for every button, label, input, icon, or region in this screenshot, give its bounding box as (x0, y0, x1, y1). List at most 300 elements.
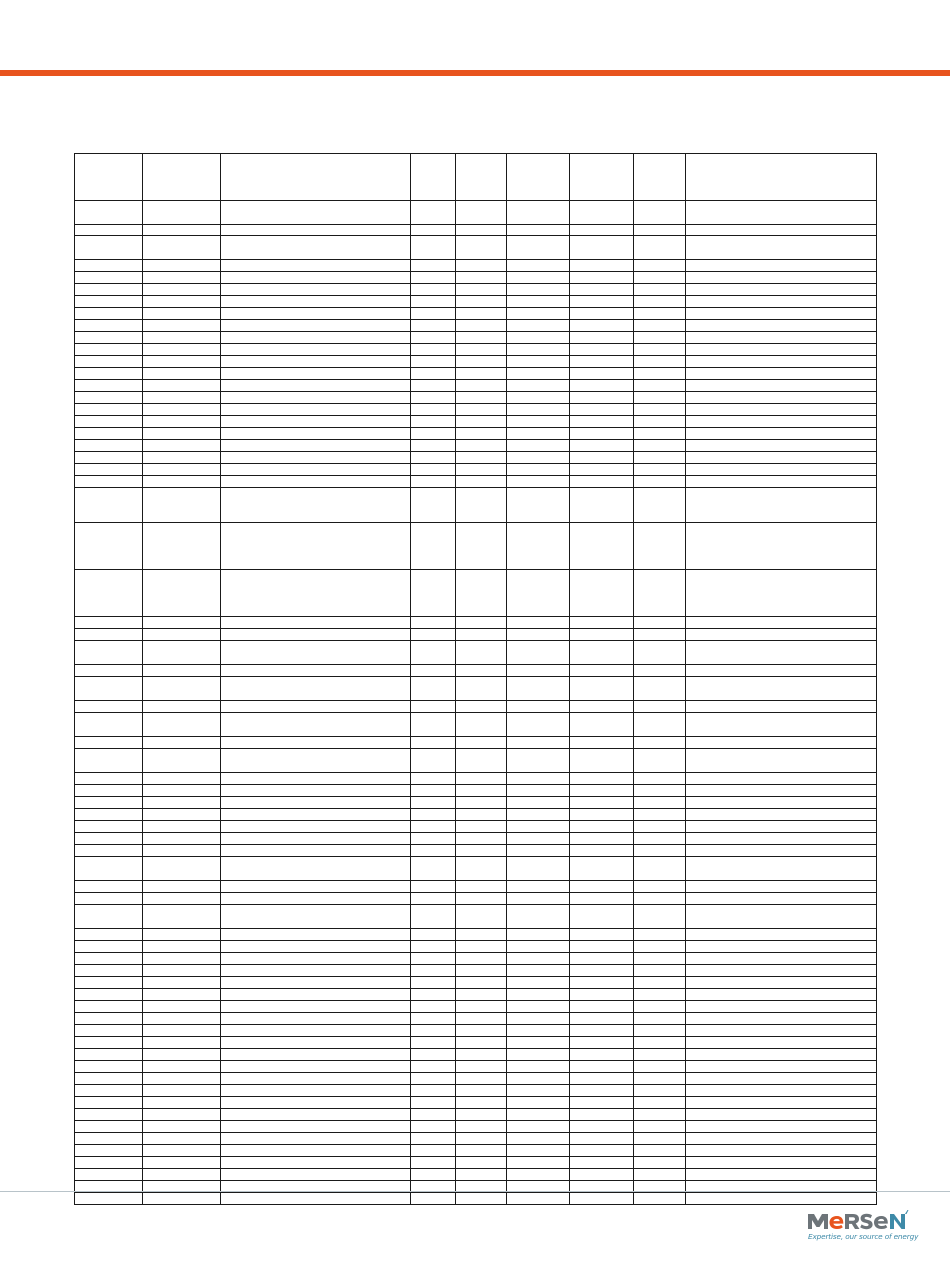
table-cell (75, 392, 143, 404)
table-row (75, 941, 877, 953)
table-cell (570, 1097, 634, 1109)
table-cell (686, 965, 877, 977)
table-cell (411, 737, 456, 749)
table-cell (411, 881, 456, 893)
table-row (75, 749, 877, 773)
table-cell (75, 857, 143, 881)
table-cell (75, 1109, 143, 1121)
table-cell (456, 1097, 507, 1109)
table-cell (411, 797, 456, 809)
table-row (75, 1193, 877, 1205)
table-cell (507, 929, 570, 941)
table-row (75, 701, 877, 713)
table-row (75, 989, 877, 1001)
table-cell (75, 665, 143, 677)
table-cell (570, 953, 634, 965)
table-cell (507, 893, 570, 905)
table-cell (75, 1097, 143, 1109)
table-cell (686, 272, 877, 284)
table-cell (143, 809, 221, 821)
table-cell (570, 1025, 634, 1037)
table-cell (507, 368, 570, 380)
table-cell (221, 677, 411, 701)
table-cell (686, 749, 877, 773)
table-cell (221, 905, 411, 929)
table-cell (686, 1145, 877, 1157)
table-cell (507, 1121, 570, 1133)
table-cell (411, 428, 456, 440)
table-cell (456, 797, 507, 809)
table-cell (411, 989, 456, 1001)
table-cell (686, 368, 877, 380)
table-cell (456, 809, 507, 821)
table-cell (507, 989, 570, 1001)
table-cell (75, 965, 143, 977)
table-cell (411, 929, 456, 941)
table-cell (411, 1157, 456, 1169)
table-cell (686, 989, 877, 1001)
table-cell (143, 344, 221, 356)
table-cell (634, 296, 686, 308)
table-cell (411, 296, 456, 308)
table-cell (686, 296, 877, 308)
table-cell (634, 488, 686, 523)
table-cell (75, 428, 143, 440)
table-cell (507, 1025, 570, 1037)
table-cell (507, 641, 570, 665)
table-cell (634, 833, 686, 845)
table-cell (634, 332, 686, 344)
table-cell (75, 977, 143, 989)
table-cell (570, 1061, 634, 1073)
table-cell (507, 1097, 570, 1109)
table-cell (634, 1085, 686, 1097)
table-cell (686, 1193, 877, 1205)
table-cell (456, 857, 507, 881)
table-cell (221, 404, 411, 416)
table-cell (221, 356, 411, 368)
table-cell (686, 1025, 877, 1037)
table-cell (221, 641, 411, 665)
table-cell (411, 965, 456, 977)
table-cell (570, 965, 634, 977)
table-cell (634, 1061, 686, 1073)
table-cell (686, 570, 877, 617)
table-cell (75, 845, 143, 857)
table-cell (411, 1085, 456, 1097)
table-row (75, 1073, 877, 1085)
table-cell (143, 404, 221, 416)
table-cell (143, 953, 221, 965)
table-cell (507, 1109, 570, 1121)
table-cell (570, 737, 634, 749)
table-cell (634, 965, 686, 977)
table-cell (634, 201, 686, 225)
table-cell (686, 452, 877, 464)
table-cell (686, 260, 877, 272)
table-cell (456, 881, 507, 893)
table-cell (143, 701, 221, 713)
table-cell (456, 629, 507, 641)
table-cell (686, 356, 877, 368)
table-cell (221, 260, 411, 272)
table-row (75, 929, 877, 941)
table-cell (75, 1037, 143, 1049)
table-cell (507, 821, 570, 833)
table-cell (570, 1133, 634, 1145)
table-header-cell (143, 154, 221, 201)
table-cell (686, 905, 877, 929)
table-cell (456, 665, 507, 677)
table-cell (686, 617, 877, 629)
table-cell (456, 1037, 507, 1049)
table-cell (507, 953, 570, 965)
table-cell (634, 320, 686, 332)
table-cell (221, 1013, 411, 1025)
table-header-cell (686, 154, 877, 201)
footer-divider (0, 1191, 950, 1192)
table-row (75, 977, 877, 989)
table-cell (411, 1109, 456, 1121)
table-cell (221, 1085, 411, 1097)
table-cell (456, 1169, 507, 1181)
table-cell (75, 488, 143, 523)
table-cell (411, 1121, 456, 1133)
table-cell (686, 1157, 877, 1169)
table-row (75, 440, 877, 452)
table-cell (570, 380, 634, 392)
table-cell (75, 225, 143, 236)
table-cell (686, 941, 877, 953)
table-cell (570, 488, 634, 523)
table-cell (143, 1085, 221, 1097)
table-row (75, 665, 877, 677)
table-row (75, 1109, 877, 1121)
table-cell (570, 857, 634, 881)
table-cell (75, 296, 143, 308)
table-row (75, 893, 877, 905)
table-row (75, 833, 877, 845)
table-cell (507, 617, 570, 629)
table-cell (143, 941, 221, 953)
table-cell (411, 1145, 456, 1157)
table-cell (221, 989, 411, 1001)
table-cell (456, 941, 507, 953)
table-row (75, 260, 877, 272)
table-cell (634, 821, 686, 833)
table-cell (143, 1061, 221, 1073)
table-cell (221, 1157, 411, 1169)
table-cell (634, 953, 686, 965)
table-cell (75, 677, 143, 701)
table-cell (143, 332, 221, 344)
table-cell (75, 476, 143, 488)
table-cell (221, 344, 411, 356)
table-cell (221, 523, 411, 570)
table-cell (507, 416, 570, 428)
table-cell (456, 416, 507, 428)
table-cell (143, 225, 221, 236)
table-header-cell (570, 154, 634, 201)
table-cell (411, 713, 456, 737)
table-cell (634, 989, 686, 1001)
table-cell (634, 881, 686, 893)
table-cell (686, 977, 877, 989)
table-cell (456, 284, 507, 296)
table-cell (634, 1097, 686, 1109)
table-cell (411, 1037, 456, 1049)
table-cell (143, 821, 221, 833)
table-cell (143, 857, 221, 881)
table-cell (143, 476, 221, 488)
table-cell (507, 701, 570, 713)
table-row (75, 773, 877, 785)
table-cell (456, 380, 507, 392)
table-cell (634, 225, 686, 236)
table-cell (143, 617, 221, 629)
table-cell (411, 845, 456, 857)
table-cell (507, 260, 570, 272)
table-cell (411, 857, 456, 881)
table-row (75, 677, 877, 701)
table-cell (221, 941, 411, 953)
table-cell (411, 701, 456, 713)
table-cell (411, 1097, 456, 1109)
table-cell (411, 452, 456, 464)
table-cell (634, 380, 686, 392)
table-cell (686, 845, 877, 857)
table-cell (507, 749, 570, 773)
table-cell (411, 1061, 456, 1073)
table-cell (221, 1133, 411, 1145)
table-row (75, 428, 877, 440)
table-cell (507, 380, 570, 392)
table-cell (411, 284, 456, 296)
table-cell (634, 344, 686, 356)
table-cell (686, 929, 877, 941)
table-cell (686, 1121, 877, 1133)
table-cell (221, 893, 411, 905)
table-cell (634, 368, 686, 380)
table-cell (411, 629, 456, 641)
table-cell (75, 1013, 143, 1025)
table-cell (411, 356, 456, 368)
table-cell (456, 1085, 507, 1097)
table-cell (221, 452, 411, 464)
table-cell (570, 1193, 634, 1205)
table-cell (75, 929, 143, 941)
table-cell (75, 1061, 143, 1073)
table-row (75, 236, 877, 260)
table-cell (686, 1073, 877, 1085)
table-cell (456, 713, 507, 737)
table-cell (75, 1073, 143, 1085)
table-cell (686, 1085, 877, 1097)
table-cell (75, 905, 143, 929)
table-cell (221, 1073, 411, 1085)
table-cell (221, 488, 411, 523)
table-cell (75, 1193, 143, 1205)
table-row (75, 1001, 877, 1013)
table-row (75, 344, 877, 356)
table-cell (634, 797, 686, 809)
table-cell (686, 284, 877, 296)
table-row (75, 416, 877, 428)
table-cell (221, 665, 411, 677)
table-cell (634, 737, 686, 749)
table-cell (686, 773, 877, 785)
table-cell (143, 320, 221, 332)
table-cell (75, 833, 143, 845)
table-cell (634, 893, 686, 905)
table-cell (456, 677, 507, 701)
table-cell (570, 629, 634, 641)
table-cell (411, 1013, 456, 1025)
table-cell (411, 488, 456, 523)
table-cell (570, 785, 634, 797)
table-cell (570, 570, 634, 617)
table-cell (456, 308, 507, 320)
table-cell (221, 284, 411, 296)
table-cell (507, 665, 570, 677)
table-cell (634, 1157, 686, 1169)
table-cell (143, 296, 221, 308)
table-row (75, 1049, 877, 1061)
table-cell (221, 1145, 411, 1157)
table-cell (634, 260, 686, 272)
table-cell (686, 785, 877, 797)
table-cell (411, 1133, 456, 1145)
table-cell (634, 905, 686, 929)
table-cell (507, 629, 570, 641)
table-cell (143, 773, 221, 785)
table-cell (75, 1169, 143, 1181)
table-cell (634, 1193, 686, 1205)
table-cell (411, 893, 456, 905)
table-cell (570, 260, 634, 272)
table-cell (143, 1001, 221, 1013)
table-cell (221, 881, 411, 893)
table-cell (570, 1001, 634, 1013)
table-cell (507, 1049, 570, 1061)
table-cell (221, 1049, 411, 1061)
table-cell (634, 1121, 686, 1133)
table-cell (75, 260, 143, 272)
table-cell (686, 392, 877, 404)
table-cell (634, 1013, 686, 1025)
table-cell (507, 464, 570, 476)
table-cell (75, 332, 143, 344)
table-cell (634, 1001, 686, 1013)
table-cell (686, 1037, 877, 1049)
table-cell (411, 416, 456, 428)
table-row (75, 296, 877, 308)
table-cell (221, 225, 411, 236)
table-cell (456, 1157, 507, 1169)
table-cell (634, 1025, 686, 1037)
table-cell (456, 737, 507, 749)
table-cell (686, 857, 877, 881)
table-cell (686, 236, 877, 260)
table-cell (411, 368, 456, 380)
table-cell (75, 416, 143, 428)
table-cell (75, 1085, 143, 1097)
table-row (75, 881, 877, 893)
table-row (75, 488, 877, 523)
table-cell (507, 677, 570, 701)
table-cell (456, 617, 507, 629)
table-cell (411, 272, 456, 284)
table-cell (221, 1037, 411, 1049)
table-row (75, 1121, 877, 1133)
table-cell (456, 523, 507, 570)
table-cell (456, 773, 507, 785)
table-cell (686, 404, 877, 416)
table-cell (143, 1109, 221, 1121)
table-cell (686, 1097, 877, 1109)
table-cell (507, 320, 570, 332)
data-table (74, 153, 877, 1205)
table-cell (75, 452, 143, 464)
table-cell (143, 665, 221, 677)
table-cell (456, 821, 507, 833)
table-header-cell (221, 154, 411, 201)
table-cell (75, 1145, 143, 1157)
table-cell (143, 1025, 221, 1037)
table-cell (221, 965, 411, 977)
table-cell (507, 1001, 570, 1013)
table-cell (570, 201, 634, 225)
table-cell (143, 308, 221, 320)
table-cell (570, 1169, 634, 1181)
table-cell (143, 965, 221, 977)
table-cell (634, 476, 686, 488)
table-cell (570, 929, 634, 941)
table-cell (221, 272, 411, 284)
table-cell (143, 797, 221, 809)
table-cell (143, 629, 221, 641)
table-cell (411, 320, 456, 332)
logo-tagline: Expertise, our source of energy (808, 1232, 919, 1241)
table-header-cell (75, 154, 143, 201)
table-row (75, 965, 877, 977)
table-cell (456, 641, 507, 665)
table-cell (221, 833, 411, 845)
table-cell (686, 821, 877, 833)
table-cell (221, 1061, 411, 1073)
table-cell (686, 523, 877, 570)
table-cell (143, 749, 221, 773)
table-cell (686, 713, 877, 737)
table-cell (75, 1025, 143, 1037)
table-cell (686, 809, 877, 821)
table-header-cell (507, 154, 570, 201)
table-cell (75, 464, 143, 476)
table-header-cell (634, 154, 686, 201)
table-cell (221, 201, 411, 225)
table-cell (143, 380, 221, 392)
table-row (75, 284, 877, 296)
table-cell (221, 821, 411, 833)
table-cell (143, 488, 221, 523)
table-cell (507, 1157, 570, 1169)
table-cell (75, 941, 143, 953)
table-cell (634, 570, 686, 617)
table-cell (456, 344, 507, 356)
table-cell (456, 464, 507, 476)
table-cell (456, 236, 507, 260)
table-cell (507, 1085, 570, 1097)
